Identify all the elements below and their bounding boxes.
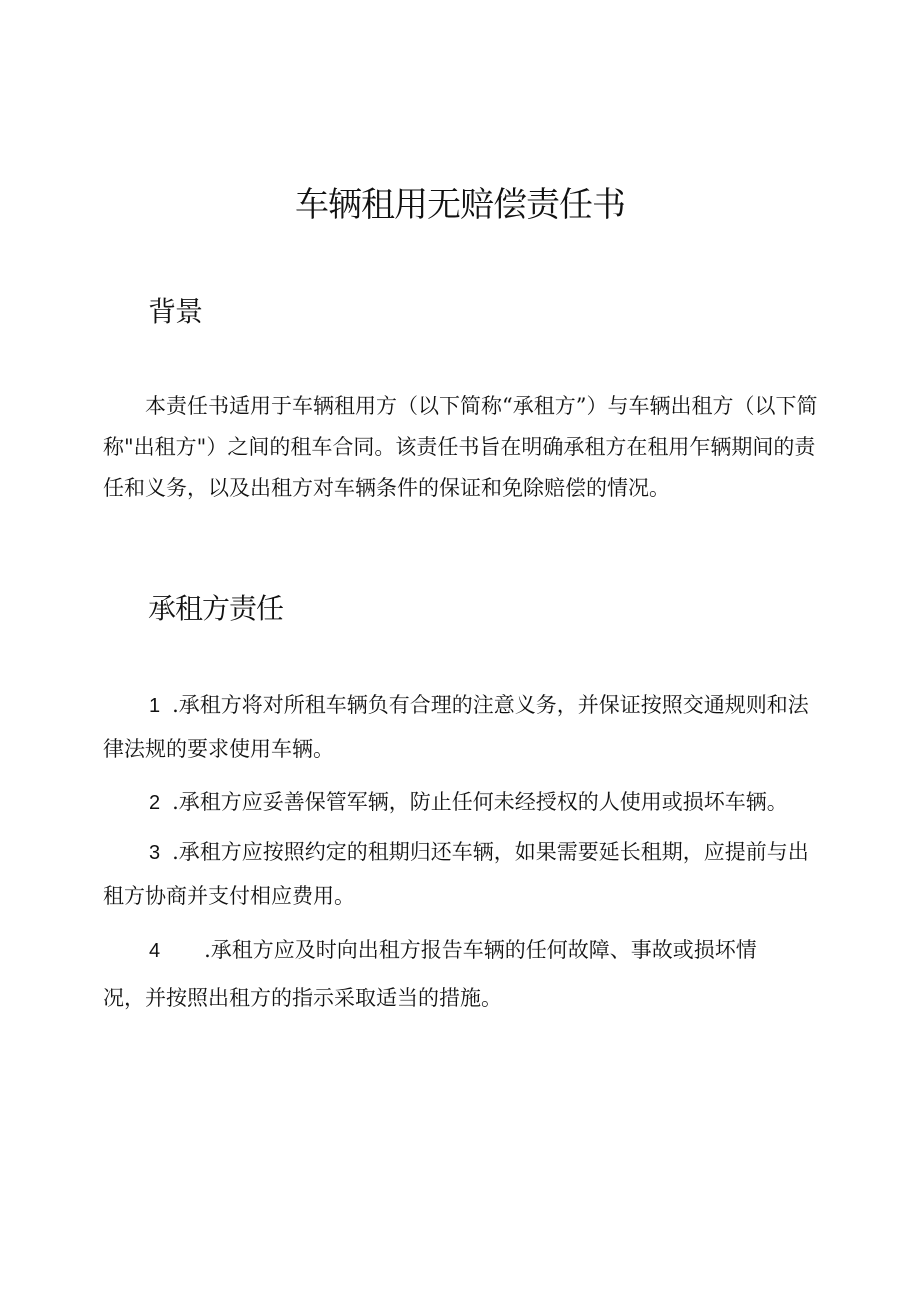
list-item-number: 2 bbox=[149, 792, 161, 814]
list-item bbox=[103, 927, 783, 1022]
list-item bbox=[103, 781, 823, 825]
list-item-text: .承租方应按照约定的租期归还车辆，如果需要延长租期，应提前与出租方协商并支付相应费用。 bbox=[103, 840, 809, 908]
list-item-text: .承租方将对所租车辆负有合理的注意义务，并保证按照交通规则和法律法规的要求使用车辆。 bbox=[103, 693, 809, 761]
list-item bbox=[103, 684, 823, 771]
document-title: 车辆租用无赔偿责任书 bbox=[295, 185, 625, 225]
background-paragraph: 本责任书适用于车辆租用方（以下简称“承租方”）与车辆出租方（以下简称"出租方"）之间的租车合同。该责任书旨在明确承租方在租用乍辆期间的责任和义务，以及出租方对车辆条件的保证和免除赔偿的情况。 bbox=[103, 394, 818, 500]
section-heading-background: 背景 bbox=[148, 295, 203, 328]
list-item-number: 4 bbox=[149, 940, 161, 962]
section-heading-lessee-responsibilities: 承租方责任 bbox=[148, 592, 284, 625]
list-item-number: 3 bbox=[149, 842, 161, 864]
list-item-text: .承租方应及时向出租方报告车辆的任何故障、事故或损坏情况，并按照出租方的指示采取适当的措施。 bbox=[103, 938, 757, 1010]
list-item bbox=[103, 831, 823, 918]
list-item-number: 1 bbox=[149, 695, 161, 717]
list-item-text: .承租方应妥善保管军辆，防止任何未经授权的人使用或损坏车辆。 bbox=[172, 790, 788, 814]
